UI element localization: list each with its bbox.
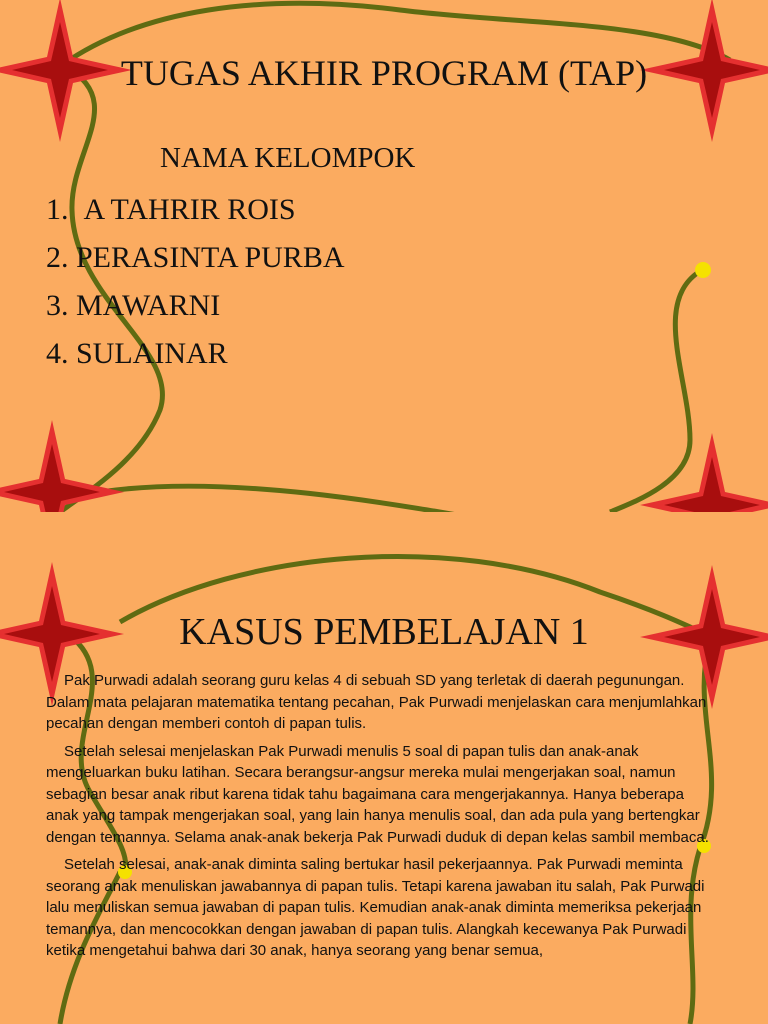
case-description: [46, 670, 714, 968]
paragraph: Setelah selesai, anak-anak diminta saling bertukar hasil pekerjaannya. Pak Purwadi meminta seorang anak menuliskan jawabannya di papan tulis. Tetapi karena jawaban itu salah, Pak Purwadi lalu menuliskan semua jawaban di papan tulis. Kemudian anak-anak diminta memeriksa pekerjaan temannya, dan mencocokkan dengan jawaban di papan tulis. Alangkah kecewanya Pak Purwadi ketika mengetahui bahwa dari 30 anak, hanya seorang yang benar semua,: [46, 856, 705, 959]
vine-tip: [695, 262, 711, 278]
vine: [610, 270, 702, 512]
member-number: 3.: [46, 289, 69, 322]
member-name: MAWARNI: [76, 289, 221, 322]
list-item: [46, 282, 345, 330]
slide-title: KASUS PEMBELAJAN 1: [179, 611, 589, 653]
member-number: 1.: [46, 193, 69, 226]
slide-title: TUGAS AKHIR PROGRAM (TAP): [120, 53, 648, 93]
member-number: 4.: [46, 337, 69, 370]
paragraph: Setelah selesai menjelaskan Pak Purwadi menulis 5 soal di papan tulis dan anak-anak mengeluarkan buku latihan. Secara berangsur-angsur mereka mulai mengerjakan soal, namun sebagian besar anak ribut karena tidak tahu bagaimana cara mengerjakannya. Hanya beberapa anak yang tampak mengerjakan soal, yang lain hanya menulis soal, dan ada pula yang bertengkar dengan temannya. Selama anak-anak bekerja Pak Purwadi duduk di depan kelas sambil membaca.: [46, 742, 709, 846]
list-item: [46, 186, 345, 234]
member-name: SULAINAR: [76, 337, 228, 370]
vine: [100, 486, 600, 512]
list-item: [46, 234, 345, 282]
paragraph: Pak Purwadi adalah seorang guru kelas 4 di sebuah SD yang terletak di daerah pegunungan. Dalam mata pelajaran matematika tentang pecahan, Pak Purwadi menjelaskan cara menjumlahkan pecahan dengan memberi contoh di papan tulis.: [46, 672, 707, 732]
slide-2: [0, 512, 768, 1024]
member-name: A TAHRIR ROIS: [83, 193, 296, 226]
member-name: PERASINTA PURBA: [76, 241, 345, 274]
star-decoration: [640, 433, 768, 512]
star-decoration: [0, 420, 124, 512]
list-item: [46, 330, 345, 378]
group-heading: NAMA KELOMPOK: [160, 142, 416, 174]
member-number: 2.: [46, 241, 69, 274]
member-list: [46, 186, 345, 378]
